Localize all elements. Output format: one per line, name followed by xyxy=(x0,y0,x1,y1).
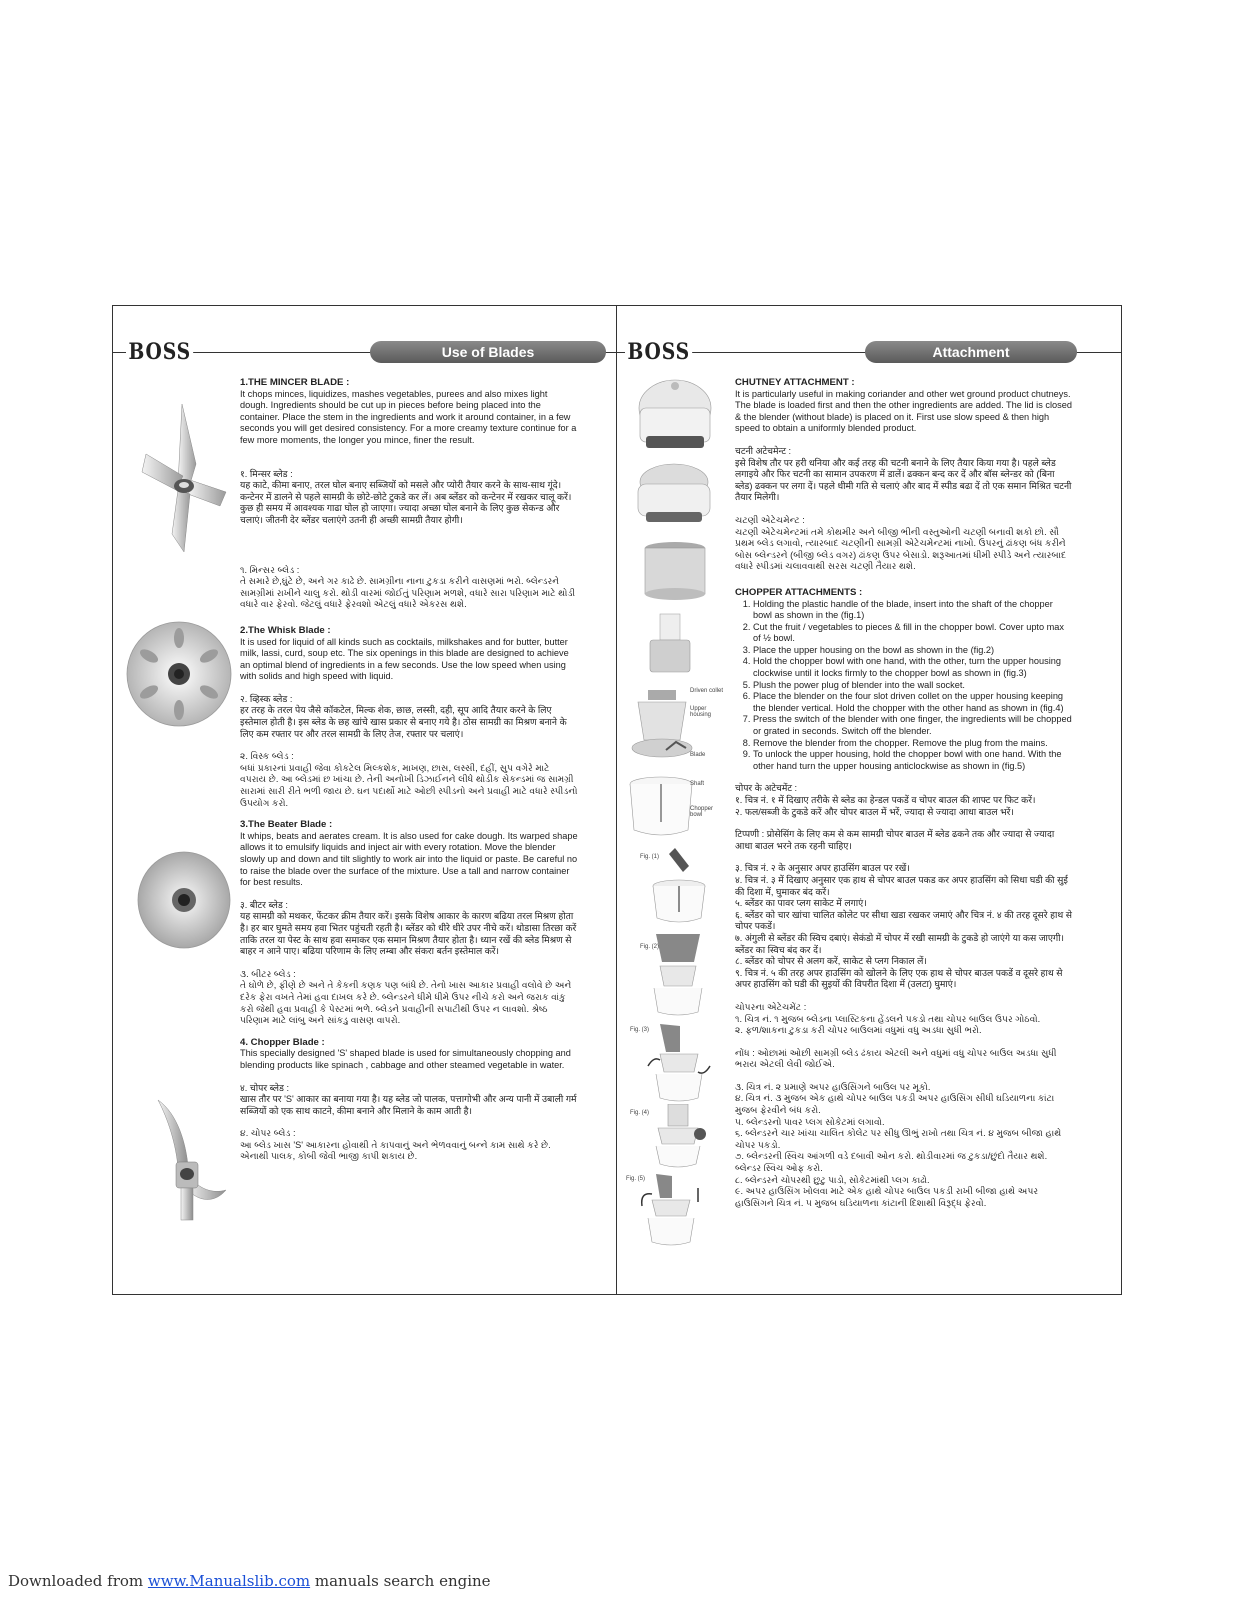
manualslib-link[interactable]: www.Manualslib.com xyxy=(147,1572,311,1590)
chopper-bowl-image xyxy=(628,776,694,840)
chutney-attachment-image-1 xyxy=(634,378,716,452)
fig-1-image xyxy=(645,846,715,924)
chopper-blade-image xyxy=(138,1094,228,1224)
chopper-gu: આ બ્લેડ ખાસ 'S' આકારના હોવાથી તે કાપવાનું અને ભેળવવાનું બન્ને કામ સાથે કરે છે. એનાથી પાલક, કોબી જેવી ભાજી કાપી શકાય છે. xyxy=(240,1139,551,1162)
right-header xyxy=(617,338,1122,368)
beater-blade-image xyxy=(136,850,232,950)
chopper-hi-heading: ४. चोपर ब्लेड : xyxy=(240,1082,290,1093)
left-header xyxy=(112,338,617,368)
chopper-en: This specially designed 'S' shaped blade is used for simultaneously chopping and blending products like spinach , cabbage and other steamed vegetable in water. xyxy=(240,1048,571,1070)
chopper-section xyxy=(240,1037,578,1163)
step-item: 9. To unlock the upper housing, hold the chopper bowl with one hand. With the other hand turn the upper housing anticlockwise as shown in (fig.5) xyxy=(753,749,1073,772)
hi-step: ८. ब्लेंडर को चोपर से अलग करें, साकेट से प्लग निकाल लें। xyxy=(735,956,927,967)
chutney-attachment-image-3 xyxy=(640,540,710,604)
beater-section xyxy=(240,819,578,1027)
step-item: 8. Remove the blender from the chopper. Remove the plug from the mains. xyxy=(753,738,1073,750)
beater-hi-heading: ३. बीटर ब्लेड : xyxy=(240,899,288,910)
hi-steps-2 xyxy=(735,863,1073,991)
whisk-en: It is used for liquid of all kinds such as cocktails, milkshakes and for butter, butter milk, lassi, curd, soup etc. The six openings in this blade are designed to achieve an optimal blend of ingredients in a few seconds. Use the low speed when using with solids and high speed with liquid. xyxy=(240,636,569,682)
whisk-section xyxy=(240,625,578,809)
chopper-gu-heading: ૪. ચોપર બ્લેડ : xyxy=(240,1128,296,1139)
gu-step: ૪. ચિત્ર નં. ૩ મુજબ એક હાથે ચોપર બાઉલ પકડી અપર હાઉસિંગ સીધી ઘડિયાળના કાંટા મુજબ ફેરવીને બંધ કરો. xyxy=(735,1093,1055,1116)
step-item: 4. Hold the chopper bowl with one hand, with the other, turn the upper housing clockwise until it locks firmly to the chopper bowl as shown in (fig.3) xyxy=(753,656,1073,679)
whisk-gu-heading: ૨. વિસ્ક બ્લેડ : xyxy=(240,751,294,762)
mincer-hi: यह काटे, कीमा बनाए, तरल घोल बनाए सब्जियों को मसले और प्योरी तैयार करने के साथ-साथ गूंदे। कन्टेनर में डालने से पहले सामग्री के छोटे-छोटे टुकडे कर लें। अब ब्लेंडर को कन्टेनर में रखकर चालू करें। कुछ ही समय में आवश्यक गाढा घोल हो जाएगा। ज्यादा अच्छा घोल बनाने के लिए कुछ सेकन्ड और चलाएं। जीतनी देर ब्लेंडर चलाएंगे उतनी ही अच्छी सामग्री तैयार होगी। xyxy=(240,480,572,525)
label-fig-5: Fig. (5) xyxy=(626,1176,646,1182)
step-item: 5. Plush the power plug of blender into the wall socket. xyxy=(753,680,1073,692)
left-column xyxy=(240,377,578,1163)
fig-3-image xyxy=(646,1022,712,1102)
label-fig-2: Fig. (2) xyxy=(640,944,660,950)
section-title: Use of Blades xyxy=(370,341,606,363)
chutney-hi: इसे विशेष तौर पर हरी धनिया और कई तरह की चटनी बनाने के लिए तैयार किया गया है। पहले ब्लेड लगाइये और फिर चटनी का सामान उपकरण में डालें। ढक्कन बन्द कर दें और बॉस ब्लेन्डर को (बिना ब्लेड) ढक्कन पर लगा दें। पहले धीमी गति से चलाएं और बाद में स्पीड बढा दें तो एक समान मिश्रित चटनी तैयार मिलेगी। xyxy=(735,457,1072,503)
chopper-attachment-section xyxy=(735,587,1073,1210)
fig-5-image xyxy=(638,1172,704,1246)
blade-image xyxy=(664,738,688,754)
beater-en: It whips, beats and aerates cream. It is also used for cake dough. Its warped shape allows it to emulsify liquids and inject air with every rotation. Move the blender slowly up and down and tilt slightly to work air into the liquid or paste. Be careful no to raise the blade over the surface of the mixture. Use a tall and narrow container for best results. xyxy=(240,830,578,888)
chopper-heading: 4. Chopper Blade : xyxy=(240,1036,325,1048)
chopper-attachment-image xyxy=(646,612,694,676)
beater-gu: તે ઘોળે છે, ફીણે છે અને તે કેકની કણક પણ બાંધે છે. તેનો ખાસ આકાર પ્રવાહી વલોવે છે અને દરેક ફેરા વખતે તેમાં હવા દાખલ કરે છે. બ્લેન્ડરને ધીમે ધીમે ઉપર નીચે કરો અને જરાક વાંકુ કરો જેથી હવા પ્રવાહી કે પેસ્ટમાં ભળે. બ્લેડને પ્રવાહીની સપાટીથી ઉપર ન લાવશો. શ્રેષ્ઠ પરિણામ માટે લાંબુ અને સાંકડુ વાસણ વાપરો. xyxy=(240,980,572,1026)
mincer-en: It chops minces, liquidizes, mashes vegetables, purees and also mixes light dough. Ingredients should be cut up in pieces before being placed into the container. Place the stem in the ingredients and work it around container, in a few seconds you will get desired consistency. For a more creamy texture continue for a few more moments, the longer you mince, finer the result. xyxy=(240,388,577,445)
hi-note: टिप्पणी : प्रोसेसिंग के लिए कम से कम सामग्री चोपर बाउल में ब्लेड ढकने तक और ज्यादा से ज्यादा आधा बाउल भरने तक रहनी चाहिए। xyxy=(735,829,1055,851)
label-chopper-bowl: Chopper bowl xyxy=(690,806,714,818)
footer-prefix: Downloaded from xyxy=(8,1572,148,1590)
chopper-attachment-heading: CHOPPER ATTACHMENTS : xyxy=(735,586,863,598)
mincer-heading: 1.THE MINCER BLADE : xyxy=(240,377,350,388)
mincer-section xyxy=(240,377,578,611)
hi-step: ७. अंगुली से ब्लेंडर की स्विच दबाएं। सेकंडो में चोपर में रखी सामग्री के टुकडे हो जाएंगे या कस जाएगी। ब्लेंडर का स्विच बंद कर दें। xyxy=(735,932,1065,955)
step-item: 1. Holding the plastic handle of the blade, insert into the shaft of the chopper bowl as shown in the (fig.1) xyxy=(753,599,1073,622)
label-blade: Blade xyxy=(690,752,706,758)
chutney-gu: ચટણી એટેચમેન્ટમાં તમે કોથમીર અને બીજી ભીની વસ્તુઓની ચટણી બનાવી શકો છો. સૌ પ્રથમ બ્લેડ લગાવો, ત્યારબાદ ચટણીની સામગ્રી એટેચમેન્ટમાં નાખો. ઉપરનું ઢાંકણ બંધ કરીને બોસ બ્લેન્ડરને (બીજી બ્લેડ વગર) ઢાંકણ ઉપર બેસાડો. શરૂઆતમાં ધીમી સ્પીડે અને ત્યારબાદ વધારે સ્પીડમાં ચલાવવાથી સરસ ચટણી તૈયાર થશે. xyxy=(735,526,1067,572)
chopper-gu-heading: ચોપરના એટેચમેંટ : xyxy=(735,1001,807,1012)
beater-gu-heading: ૩. બીટર બ્લેડ : xyxy=(240,968,296,979)
hi-step: ६. ब्लेंडर को चार खांचा चालित कोलेट पर सीधा खडा रखकर जमाएं और चित्र नं. ४ की तरह दूसरे हाथ से चोपर पकडें। xyxy=(735,909,1072,932)
chutney-attachment-image-2 xyxy=(632,462,716,528)
mincer-hi-heading: १. मिन्सर ब्लेड : xyxy=(240,468,293,479)
fig-2-image xyxy=(646,932,710,1016)
hi-step: ४. चित्र नं. ३ में दिखाए अनुसार एक हाथ से चोपर बाउल पकड कर अपर हाउसिंग को सिधा घडी की सुई की दिशा में, घुमाकर बंद करें। xyxy=(735,874,1068,897)
mincer-blade-image xyxy=(138,394,228,554)
label-fig-1: Fig. (1) xyxy=(640,854,660,860)
beater-hi: यह सामग्री को मथकर, फेंटकर क्रीम तैयार करें। इसके विशेष आकार के कारण बढिया तरल मिश्रण होता है। हर बार घुमते समय हवा भितर पहुंचती रहती है। ब्लेंडर को धीरे धीरे उपर नीचे करें। थोडासा तिरछा करें ताकि तरल या पेस्ट के साथ हवा समाकर एक समान मिश्रण तैयार होता है। ध्यान रखें की ब्लेड मिश्रण से बाहर न आने पाए। बढिया परिणाम के लिए लम्बा और संकरा बर्तन इस्तेमाल करें। xyxy=(240,911,577,957)
gu-steps-2 xyxy=(735,1082,1073,1210)
hi-step: २. फल/सब्जी के टुकडे करें और चोपर बाउल में भरें, ज्यादा से ज्यादा आधा बाउल भरें। xyxy=(735,806,1014,817)
whisk-hi: हर तरह के तरल पेय जैसे कॉकटेल, मिल्क शेक, छाछ, लस्सी, दही, सूप आदि तैयार करने के लिए इस्तेमाल होती है। इस ब्लेड के छह खांचे खास प्रकार से बनाए गये है। ठोस सामग्री का मिश्रण बनाने के लिए कम रफ्तार पर और तरल सामग्री के लिए तेज, रफ्तार पर चलाएं। xyxy=(240,705,567,739)
gu-step: ૨. ફળ/શાકના ટુકડા કરી ચોપર બાઉલમાં વધુમાં વધુ અડધા સુધી ભરો. xyxy=(735,1025,982,1036)
download-footer xyxy=(8,1572,491,1590)
step-item: 6. Place the blender on the four slot driven collet on the upper housing keeping the blender vertical. Hold the chopper with the other hand as shown in (fig.4) xyxy=(753,691,1073,714)
gu-step: ૫. બ્લેન્ડરનો પાવર પ્લગ સોકેટમાં લગાવો. xyxy=(735,1116,885,1127)
label-driven-collet: Driven collet xyxy=(690,688,724,694)
hi-step: १. चित्र नं. १ में दिखाए तरीके से ब्लेड का हेन्डल पकडें व चोपर बाउल की शाफ्ट पर फिट करें। xyxy=(735,795,1036,805)
mincer-gu: તે સમારે છે,ઘુંટે છે, અને ગર કાઢે છે. સામગ્રીના નાના ટુકડા કરીને વાસણમાં ભરો. બ્લેન્ડરને સામગ્રીમાં રાખીને ચાલુ કરો. થોડી વારમાં જોઈતું પરિણામ મળશે, વધારે સારા પરિણામ માટે થોડી વધારે વાર ફેરવો. જેટલું વધારે ફેરવશો એટલું વધારે એકરસ થશે. xyxy=(240,576,576,610)
hi-step: ३. चित्र नं. २ के अनुसार अपर हाउसिंग बाउल पर रखें। xyxy=(735,863,910,874)
brand-logo: BOSS xyxy=(126,339,194,365)
fig-4-image xyxy=(650,1104,710,1168)
hi-step: ५. ब्लेंडर का पावर प्लग साकेट में लगाएं। xyxy=(735,898,867,909)
whisk-blade-image xyxy=(124,618,234,728)
whisk-gu: બધાં પ્રકારનાં પ્રવાહી જેવા કોકટેલ મિલ્કશેક, માખણ, છાસ, લસ્સી, દહીં, સુપ વગેરે માટે વપરાય છે. આ બ્લેડમાં છ ખાંચા છે. તેની અનોખી ડિઝાઈનને લીધે થોડીક સેકન્ડમાં જ સામગ્રી સારામાં સારી રીતે ભળી જાય છે. ઘન પદાર્થો માટે ઓછી સ્પીડનો અને પ્રવાહી માટે વધારે સ્પીડનો ઉપયોગ કરો. xyxy=(240,762,578,808)
footer-suffix: manuals search engine xyxy=(310,1572,491,1590)
gu-step: ૯. અપર હાઉસિંગ ખોલવા માટે એક હાથે ચોપર બાઉલ પકડી રાખી બીજા હાથે અપર હાઉસિંગને ચિત્ર નં. ૫ મુજબ ઘડિયાળના કાંટાની દિશાથી વિરૂદ્ધ ફેરવો. xyxy=(735,1186,1039,1208)
step-item: 2. Cut the fruit / vegetables to pieces & fill in the chopper bowl. Cover upto max of ½ bowl. xyxy=(753,622,1073,645)
hi-step: ९. चित्र नं. ५ की तरह अपर हाउसिंग को खोलने के लिए एक हाथ से चोपर बाउल पकडें व दूसरे हाथ से अपर हाउसिंग को घडी की सुइयों की विपरीत दिशा में (उलटा) घुमाएं। xyxy=(735,967,1063,990)
brand-logo: BOSS xyxy=(625,339,693,365)
gu-step: ૩. ચિત્ર નં. ૨ પ્રમાણે અપર હાઉસિંગને બાઉલ પર મૂકો. xyxy=(735,1081,931,1092)
gu-note: નોંધ : ઓછામાં ઓછી સામગ્રી બ્લેડ ઢંકાય એટલી અને વધુમાં વધુ ચોપર બાઉલ અડધા સુધી ભરાય એટલી લેવી જોઈએ. xyxy=(735,1047,1057,1070)
section-title: Attachment xyxy=(865,341,1077,363)
label-upper-housing: Upper housing xyxy=(690,706,712,718)
whisk-hi-heading: २. व्हिस्क ब्लेड : xyxy=(240,693,293,704)
gu-step: ૭. બ્લેન્ડરની સ્વિચ આંગળી વડે દબાવી ઓન કરો. થોડીવારમાં જ ટુકડા/છુંદો તૈયાર થશે. બ્લેન્ડર સ્વિચ ઓફ કરો. xyxy=(735,1151,1048,1174)
chutney-gu-heading: ચટણી એટેચમેન્ટ : xyxy=(735,514,805,525)
chutney-en: It is particularly useful in making coriander and other wet ground product chutneys. The blade is loaded first and then the other ingredients are added. The lid is closed & the blender (without blade) is placed on it. First use slow speed & then high speed to obtain a uniformly blended product. xyxy=(735,388,1072,434)
beater-heading: 3.The Beater Blade : xyxy=(240,819,333,831)
chutney-hi-heading: चटनी अटेचमेन्ट : xyxy=(735,445,792,456)
whisk-heading: 2.The Whisk Blade : xyxy=(240,624,331,636)
gu-step: ૬. બ્લેન્ડરને ચાર ખાંચા ચાલિત કોલેટ પર સીધુ ઊભું રાખો તથા ચિત્ર નં. ૪ મુજબ બીજા હાથે ચોપર પકડો. xyxy=(735,1128,1062,1150)
gu-step: ૮. બ્લેન્ડરને ચોપરથી છુટુ પાડો, સોકેટમાંથી પ્લગ કાઢો. xyxy=(735,1174,930,1185)
label-shaft: Shaft xyxy=(690,781,705,787)
gu-step: ૧. ચિત્ર નં. ૧ મુજબ બ્લેડના પ્લાસ્ટિકના હેંડલને પકડો તથા ચોપર બાઉલ ઉપર ગોઠવો. xyxy=(735,1013,1041,1024)
mincer-gu-heading: ૧. મિન્સર બ્લેડ : xyxy=(240,564,300,575)
chopper-steps-en xyxy=(735,599,1073,773)
right-column xyxy=(735,377,1073,1209)
chopper-hi-heading: चोपर के अटेचमेंट : xyxy=(735,783,798,794)
label-fig-3: Fig. (3) xyxy=(630,1027,650,1033)
step-item: 3. Place the upper housing on the bowl as shown in the (fig.2) xyxy=(753,645,1073,657)
step-item: 7. Press the switch of the blender with one finger, the ingredients will be chopped or grated in seconds. Switch off the blender. xyxy=(753,714,1073,737)
chopper-hi: खास तौर पर 'S' आकार का बनाया गया है। यह ब्लेड जो पालक, पत्तागोभी और अन्य पानी में उबाली गर्म सब्जियों को एक साथ काटने, कीमा बनाने और मिलाने के काम आती है। xyxy=(240,1094,577,1116)
chutney-section xyxy=(735,377,1073,573)
label-fig-4: Fig. (4) xyxy=(630,1110,650,1116)
chutney-heading: CHUTNEY ATTACHMENT : xyxy=(735,377,855,388)
page-divider xyxy=(616,305,617,1295)
